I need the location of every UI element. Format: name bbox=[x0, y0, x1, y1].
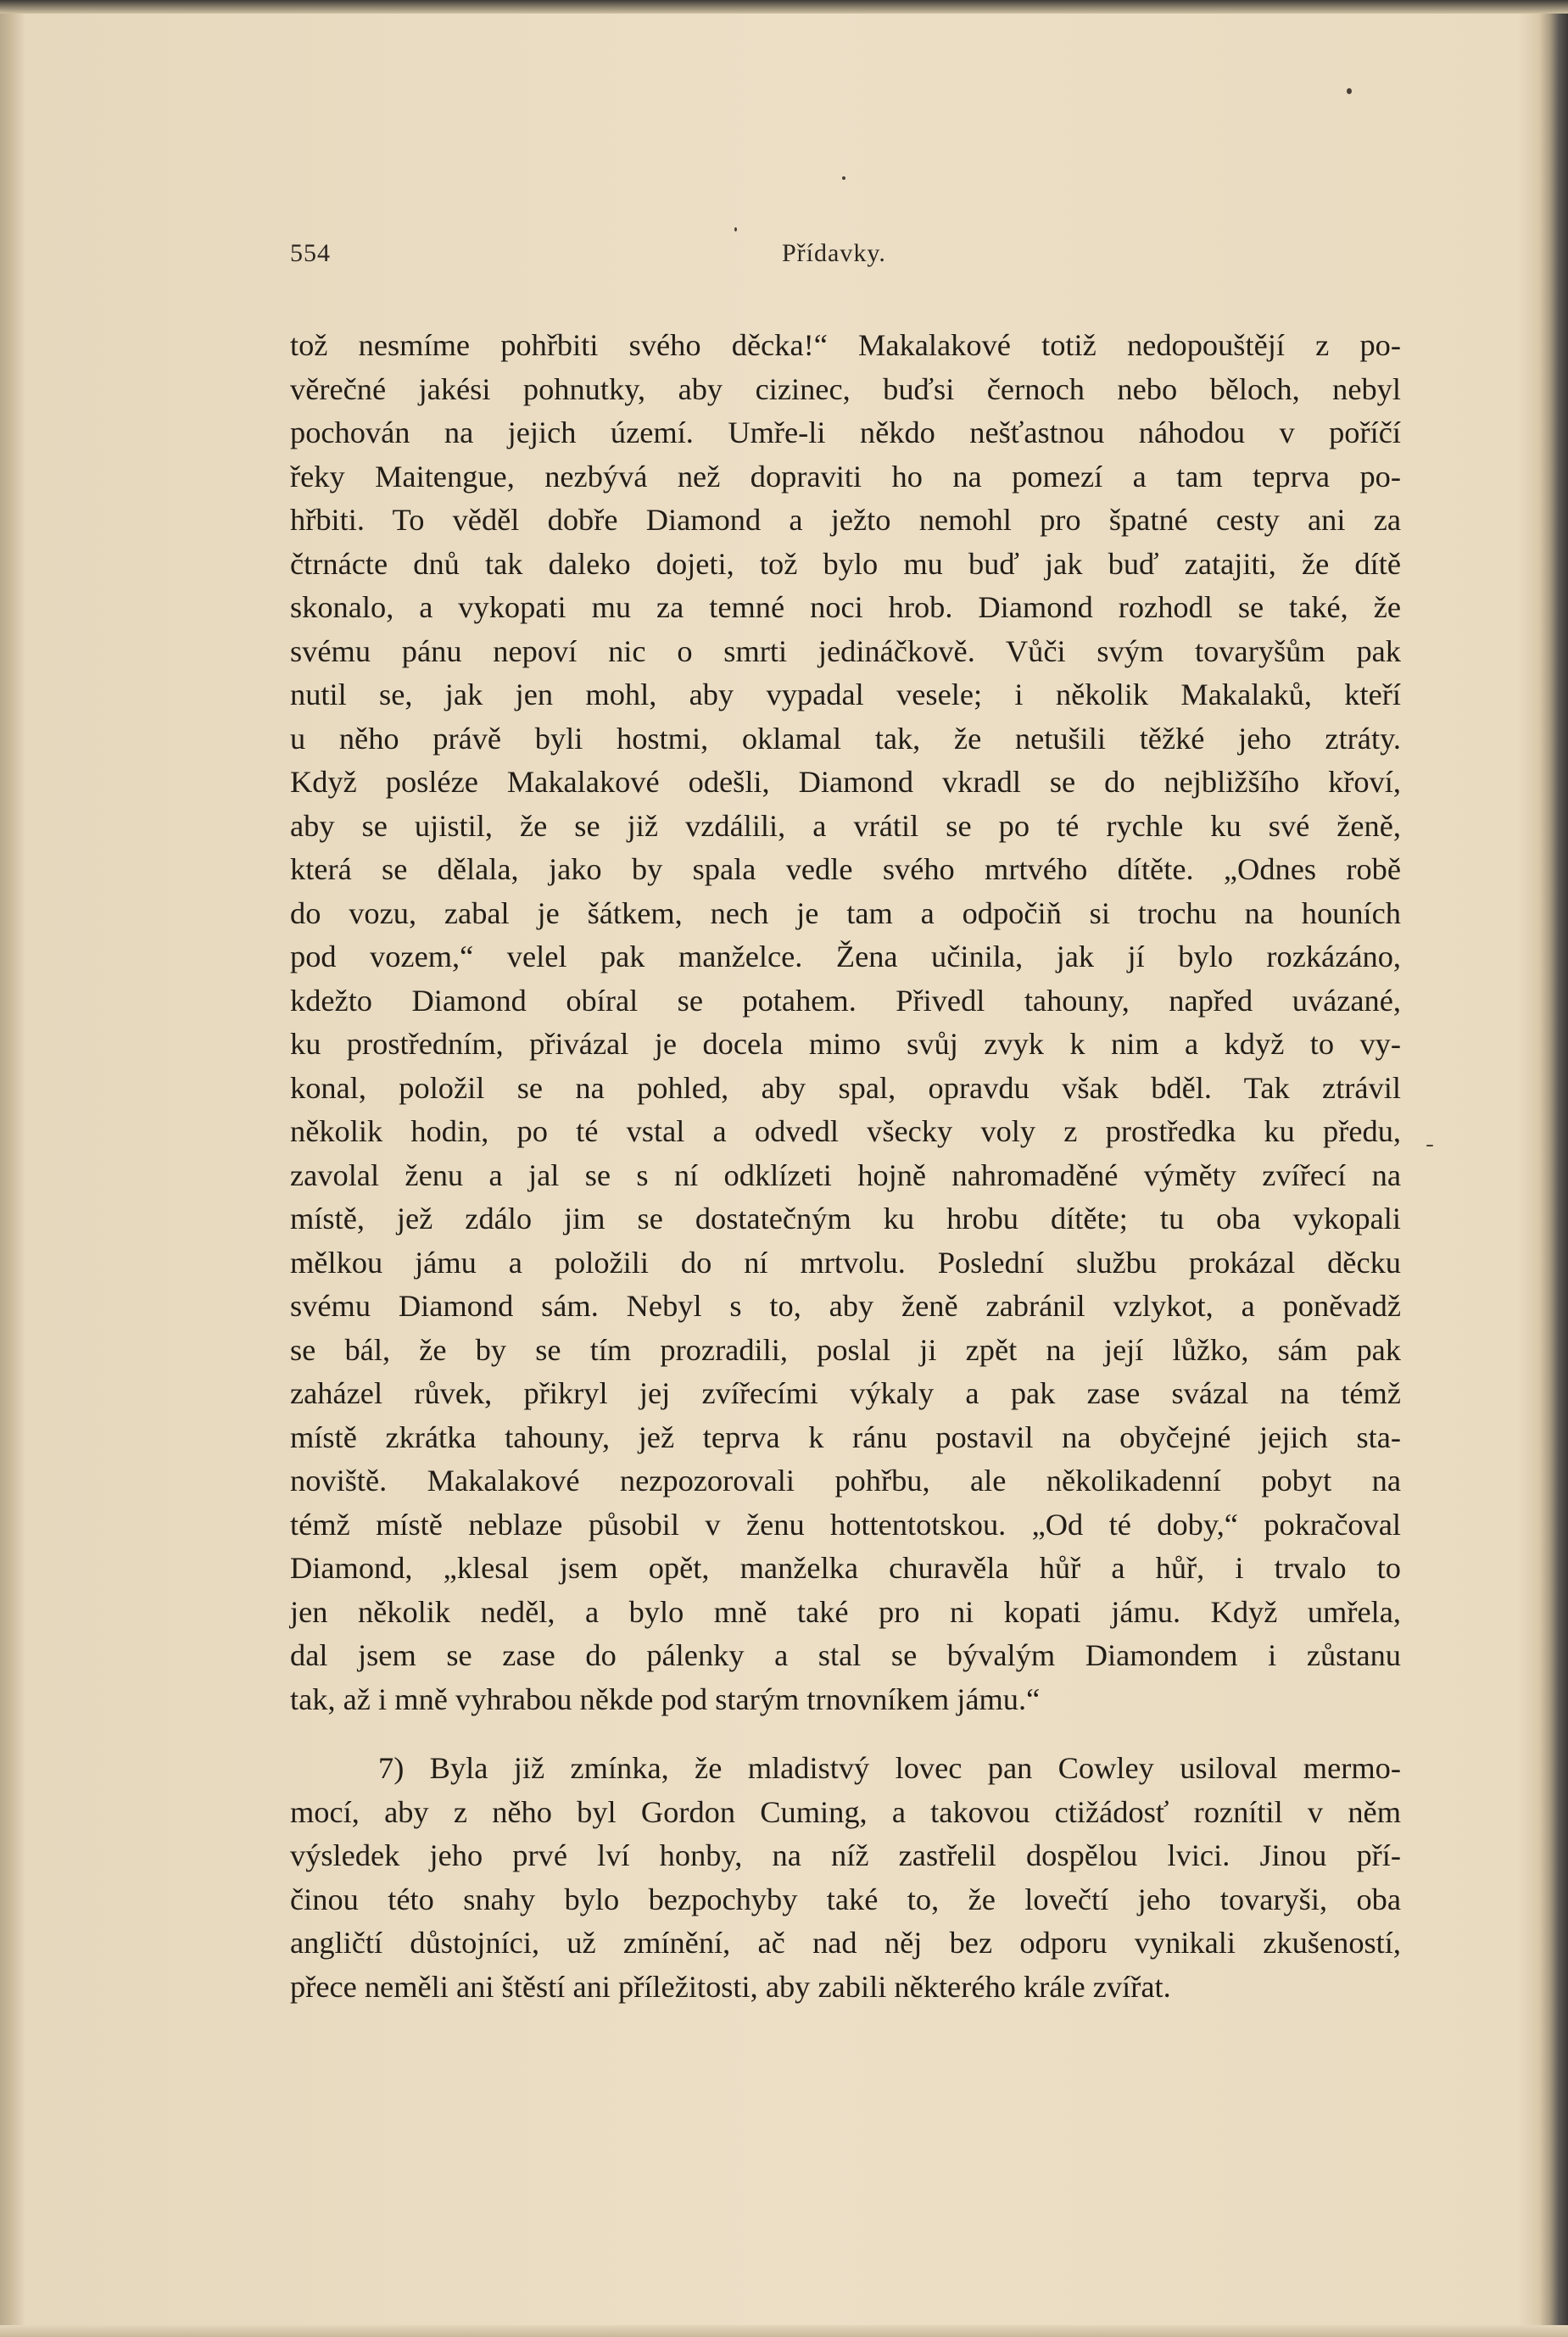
text-line: u něho právě byli hostmi, oklamal tak, že netušili těžké jeho ztráty. bbox=[290, 721, 1401, 756]
text-line: tak, až i mně vyhrabou někde pod starým trnovníkem jámu.“ bbox=[290, 1682, 1041, 1716]
paragraph-gap bbox=[290, 1721, 1401, 1747]
text-line: činou této snahy bylo bezpochyby také to, že lovečtí jeho tovaryši, oba bbox=[290, 1882, 1401, 1916]
text-line: pod vozem,“ velel pak manželce. Žena učinila, jak jí bylo rozkázáno, bbox=[290, 940, 1401, 973]
text-line: do vozu, zabal je šátkem, nech je tam a odpočiň si trochu na houních bbox=[290, 895, 1401, 930]
ink-speck bbox=[1426, 1145, 1433, 1146]
text-line: nutil se, jak jen mohl, aby vypadal vesele; i několik Makalaků, kteří bbox=[290, 678, 1401, 711]
text-line: témž místě neblaze působil v ženu hottentotskou. „Od té doby,“ pokračoval bbox=[290, 1507, 1401, 1542]
page-number: 554 bbox=[290, 239, 331, 267]
text-line: Když posléze Makalakové odešli, Diamond vkradl se do nejbližšího křoví, bbox=[290, 765, 1401, 799]
text-line: svému Diamond sám. Nebyl s to, aby ženě zabránil vzlykot, a poněvadž bbox=[290, 1289, 1401, 1323]
ink-speck bbox=[842, 176, 845, 180]
paragraph bbox=[290, 324, 1401, 1721]
text-line: zaházel růvek, přikryl jej zvířecími výkaly a pak zase svázal na témž bbox=[290, 1376, 1401, 1410]
text-line: místě zkrátka tahouny, jež teprva k ránu postavil na obyčejné jejich sta- bbox=[290, 1419, 1401, 1454]
text-line: konal, položil se na pohled, aby spal, opravdu však bděl. Tak ztrávil bbox=[290, 1070, 1401, 1105]
text-line: přece neměli ani štěstí ani příležitosti, aby zabili některého krále zvířat. bbox=[290, 1969, 1171, 2004]
text-line: mocí, aby z něho byl Gordon Cuming, a takovou ctižádosť roznítil v něm bbox=[290, 1794, 1401, 1829]
text-line: jen několik neděl, a bylo mně také pro ni kopati jámu. Když umřela, bbox=[290, 1594, 1401, 1629]
page-header bbox=[290, 239, 1401, 273]
text-line: dal jsem se zase do pálenky a stal se bývalým Diamondem i zůstanu bbox=[290, 1638, 1401, 1672]
paragraph bbox=[290, 1747, 1401, 2009]
text-line: 7) Byla již zmínka, že mladistvý lovec pan Cowley usiloval mermo- bbox=[378, 1751, 1401, 1785]
ink-speck bbox=[1347, 88, 1352, 94]
text-line: aby se ujistil, že se již vzdálili, a vrátil se po té rychle ku své ženě, bbox=[290, 808, 1401, 843]
text-line: věrečné jakési pohnutky, aby cizinec, buďsi černoch nebo běloch, nebyl bbox=[290, 371, 1401, 406]
text-line: několik hodin, po té vstal a odvedl všecky voly z prostředka ku předu, bbox=[290, 1114, 1401, 1148]
running-title: Přídavky. bbox=[782, 239, 886, 267]
text-line: kdežto Diamond obíral se potahem. Přivedl tahouny, napřed uvázané, bbox=[290, 983, 1401, 1018]
text-line: řeky Maitengue, nezbývá než dopraviti ho na pomezí a tam teprva po- bbox=[290, 459, 1401, 494]
text-line: se bál, že by se tím prozradili, poslal ji zpět na její lůžko, sám pak bbox=[290, 1332, 1401, 1367]
ink-speck bbox=[734, 227, 737, 231]
body-text bbox=[290, 324, 1401, 2009]
text-line: mělkou jámu a položili do ní mrtvolu. Poslední službu prokázal děcku bbox=[290, 1245, 1401, 1280]
text-line: zavolal ženu a jal se s ní odklízeti hojně nahromaděné výměty zvířecí na bbox=[290, 1157, 1401, 1192]
text-line: pochován na jejich území. Umře-li někdo nešťastnou náhodou v poříčí bbox=[290, 416, 1401, 449]
text-line: která se dělala, jako by spala vedle svého mrtvého dítěte. „Odnes robě bbox=[290, 852, 1401, 886]
text-line: svému pánu nepoví nic o smrti jedináčkově. Vůči svým tovaryšům pak bbox=[290, 633, 1401, 668]
text-line: tož nesmíme pohřbiti svého děcka!“ Makalakové totiž nedopouštějí z po- bbox=[290, 328, 1401, 362]
text-line: angličtí důstojníci, už zmínění, ač nad něj bez odporu vynikali zkušeností, bbox=[290, 1926, 1401, 1960]
text-line: Diamond, „klesal jsem opět, manželka churavěla hůř a hůř, i trvalo to bbox=[290, 1551, 1401, 1585]
text-line: ku prostředním, přivázal je docela mimo svůj zvyk k nim a když to vy- bbox=[290, 1027, 1401, 1061]
text-line: skonalo, a vykopati mu za temné noci hrob. Diamond rozhodl se také, že bbox=[290, 590, 1401, 624]
text-line: výsledek jeho prvé lví honby, na níž zastřelil dospělou lvici. Jinou pří- bbox=[290, 1838, 1401, 1872]
text-line: místě, jež zdálo jim se dostatečným ku hrobu dítěte; tu oba vykopali bbox=[290, 1202, 1401, 1235]
text-line: čtrnácte dnů tak daleko dojeti, tož bylo mu buď jak buď zatajiti, že dítě bbox=[290, 546, 1401, 581]
text-line: hřbiti. To věděl dobře Diamond a ježto nemohl pro špatné cesty ani za bbox=[290, 503, 1401, 537]
text-line: noviště. Makalakové nezpozorovali pohřbu, ale několikadenní pobyt na bbox=[290, 1464, 1401, 1498]
